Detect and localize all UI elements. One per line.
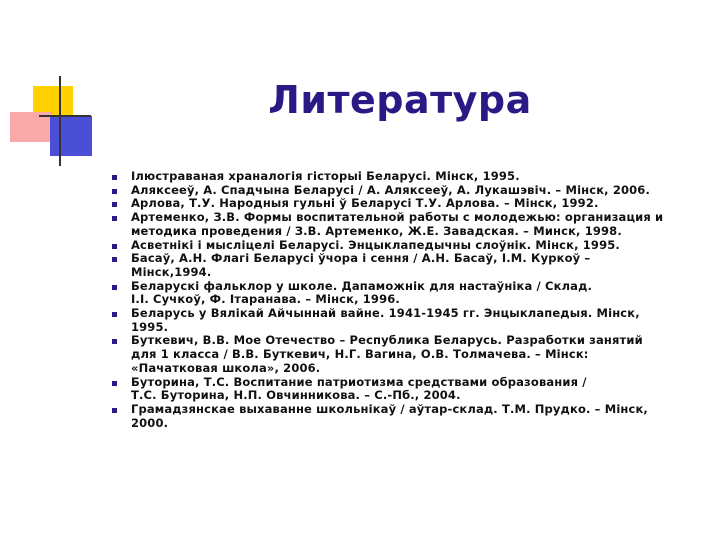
logo-horizontal-line (39, 115, 91, 117)
bullet-icon (112, 381, 117, 386)
decorative-logo (0, 0, 110, 170)
reference-list (112, 170, 712, 430)
bullet-icon (112, 202, 117, 207)
reference-text: Буткевич, В.В. Мое Отечество – Республика Беларусь. Разработки занятий для 1 класса / В.В. Буткевич, Н.Г. Вагина, О.В. Толмачева. – Мінск: «Пачатковая школа», 2006. (131, 333, 643, 375)
reference-item (112, 197, 712, 211)
reference-item (112, 334, 712, 375)
bullet-icon (112, 312, 117, 317)
reference-text: Басаў, А.Н. Флагі Беларусі ўчора і сення / А.Н. Басаў, І.М. Куркоў – Мінск,1994. (131, 251, 591, 279)
reference-text: Арлова, Т.У. Народныя гульні ў Беларусі Т.У. Арлова. – Мінск, 1992. (131, 196, 599, 211)
slide-title: Литература (268, 78, 532, 122)
reference-item (112, 184, 712, 198)
reference-text: Беларусь у Вялікай Айчыннай вайне. 1941-1945 гг. Энцыклапедыя. Мінск, 1995. (131, 306, 640, 334)
reference-text: Аляксееў, А. Спадчына Беларусі / А. Аляксееў, А. Лукашэвіч. – Мінск, 2006. (131, 182, 650, 197)
reference-text: Буторина, Т.С. Воспитание патриотизма средствами образования / Т.С. Буторина, Н.П. Овчинникова. – С.-Пб., 2004. (131, 374, 587, 403)
logo-blue-square (50, 116, 92, 156)
reference-item (112, 211, 712, 238)
bullet-icon (112, 189, 117, 194)
reference-item (112, 239, 712, 253)
bullet-icon (112, 285, 117, 290)
bullet-icon (112, 339, 117, 344)
bullet-icon (112, 257, 117, 262)
reference-text: Артеменко, З.В. Формы воспитательной работы с молодежью: организация и методика проведения / З.В. Артеменко, Ж.Е. Завадская. – Минск, 1998. (131, 210, 664, 238)
reference-item (112, 403, 712, 430)
reference-item (112, 252, 712, 279)
reference-item (112, 307, 712, 334)
reference-text: Асветнікі і мысліцелі Беларусі. Энцыклапедычны слоўнік. Мінск, 1995. (131, 237, 620, 252)
bullet-icon (112, 216, 117, 221)
reference-text: Грамадзянскае выхаванне школьнікаў / аўтар-склад. Т.М. Прудко. – Мінск, 2000. (131, 401, 648, 430)
reference-item (112, 280, 712, 307)
bullet-icon (112, 175, 117, 180)
reference-item (112, 376, 712, 403)
reference-text: Беларускі фальклор у школе. Дапаможнік для настаўніка / Склад. І.І. Сучкоў, Ф. Ітаранава. – Мінск, 1996. (131, 278, 593, 307)
reference-item (112, 170, 712, 184)
logo-vertical-line (59, 76, 61, 166)
bullet-icon (112, 408, 117, 413)
bullet-icon (112, 244, 117, 249)
reference-text: Ілюстраваная храналогія гісторыі Беларусі. Мінск, 1995. (131, 169, 520, 183)
